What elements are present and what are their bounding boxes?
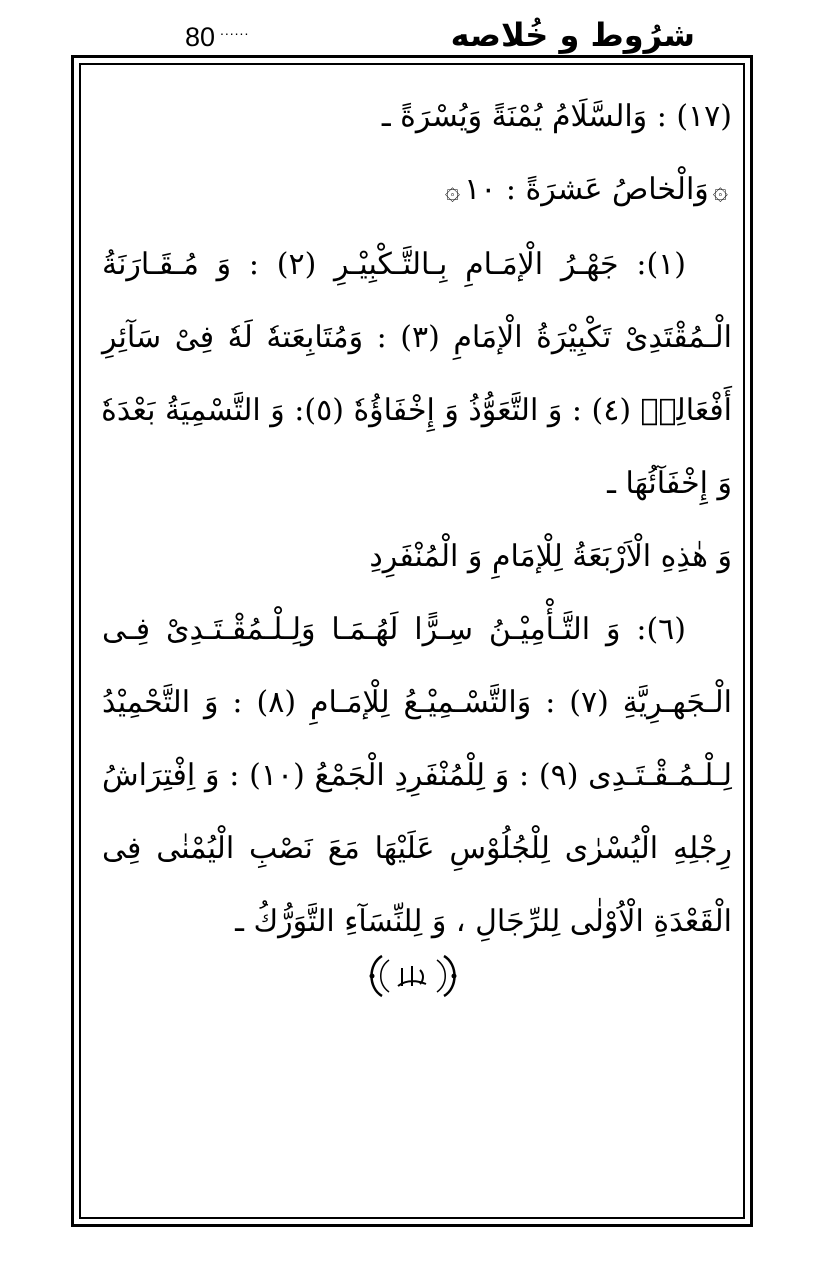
ornament-right-icon: ۞ <box>712 176 728 206</box>
paragraph-line: رِجْلِهِ الْيُسْرٰی لِلْجُلُوْسِ عَلَيْهَا مَعَ نَصْبِ الْيُمْنٰی فِی <box>102 831 732 866</box>
paragraph-line: لِـلْـمُـقْـتَـدِی (٩) : وَ لِلْمُنْفَرِدِ الْجَمْعُ (١٠) : وَ اِفْتِرَاشُ <box>102 758 732 793</box>
page-body <box>102 80 732 958</box>
page-number-dots: ...... <box>220 22 250 38</box>
page-number: 80 <box>185 22 216 52</box>
paragraph-2: وَ هٰذِهِ الْاَرْبَعَةُ لِلْإمَامِ وَ الْمُنْفَرِدِ <box>369 539 732 574</box>
line-item-17: (١٧) : وَالسَّلَامُ يُمْنَةً وَيُسْرَةً ـ <box>381 99 732 134</box>
section-heading <box>102 153 732 228</box>
calligraphy-ornament <box>362 950 464 1002</box>
paragraph-line: (١): جَهْـرُ الْإمَـامِ بِـالتَّـكْبِيْـرِ (٢) : وَ مُـقَـارَنَةُ <box>102 247 686 282</box>
paragraph-line: وَ إِخْفَآئُهَا ـ <box>607 466 732 501</box>
paragraph-line: الْـجَهـرِيَّةِ (٧) : وَالتَّسْـمِيْـعُ لِلْإمَـامِ (٨) : وَ التَّحْمِيْدُ <box>102 685 732 720</box>
section-heading-text: وَالْخاصُ عَشرَةً : ١٠ <box>464 172 709 207</box>
page-header <box>70 14 695 56</box>
paragraph-line: (٦): وَ التَّـأْمِيْـنُ سِـرًّا لَهُـمَـا وَلِـلْـمُقْـتَـدِیْ فِـی <box>102 612 686 647</box>
paragraph-line: الْقَعْدَةِ الْاُوْلٰی لِلرِّجَالِ ، وَ لِلنِّسَآءِ التَّوَرُّكُ ـ <box>235 904 732 939</box>
book-title: شرُوط و خُلاصه <box>450 16 695 54</box>
paragraph-line: الْـمُقْتَدِیْ تَكْبِيْرَةُ الْإمَامِ (٣) : وَمُتَابِعَتهٗ لَهٗ فِیْ سَآئِرِ <box>102 320 732 355</box>
paragraph-3 <box>102 593 732 958</box>
ornament-left-icon: ۞ <box>444 176 461 206</box>
calligraphy-ornament-icon <box>362 950 464 1002</box>
paragraph-1 <box>102 228 732 520</box>
paragraph-line: أَفْعَالِهٖ (٤) : وَ التَّعَوُّذُ وَ إِخْفَاؤُهٗ (٥): وَ التَّسْمِيَةُ بَعْدَهٗ <box>101 393 732 428</box>
